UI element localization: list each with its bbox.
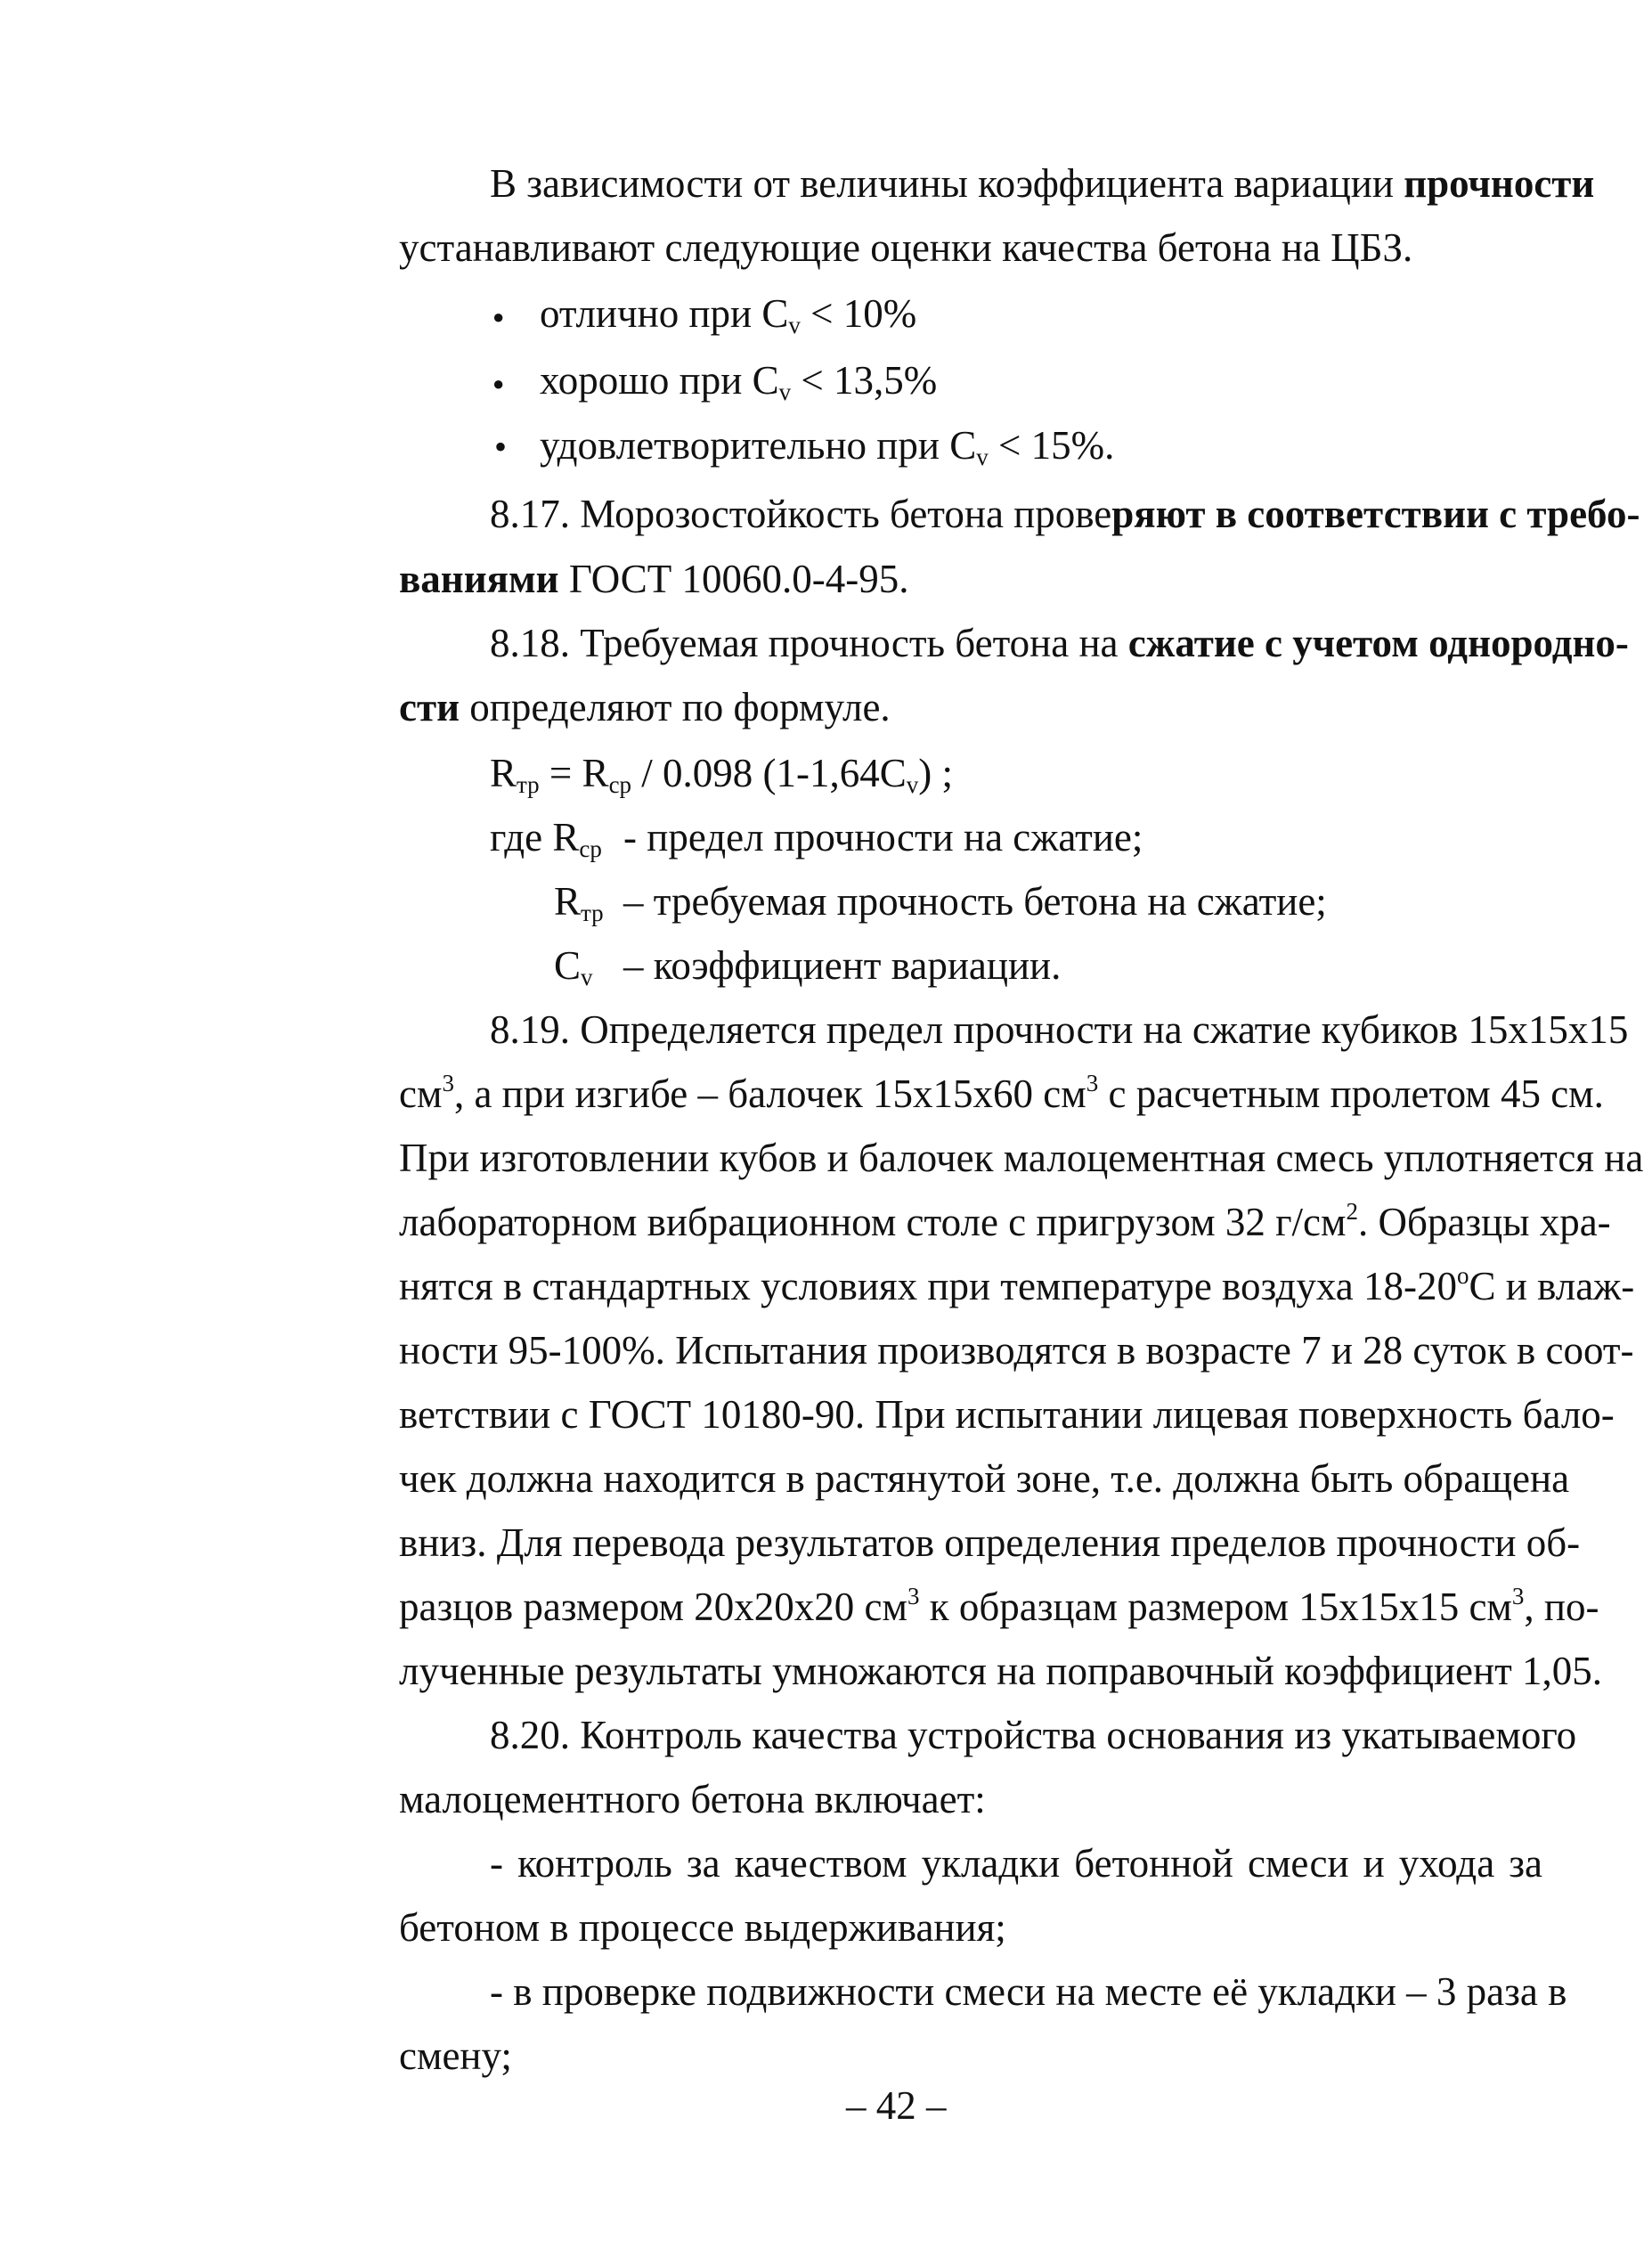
text-run: – 42 – <box>846 2083 947 2128</box>
section-8-20-line-1 <box>490 1713 1577 1757</box>
text-run: - в проверке подвижности смеси на месте её укладки – 3 раза в <box>490 1969 1567 2014</box>
text-run: определяют по формуле. <box>460 685 891 729</box>
superscript: o <box>1456 1262 1469 1289</box>
text-run: C <box>554 943 582 988</box>
text-run: R <box>490 751 517 795</box>
text-run: хорошо при C <box>540 358 779 403</box>
text-run: C и влаж- <box>1469 1264 1635 1308</box>
section-8-19-line-3 <box>399 1136 1644 1180</box>
text-run: чек должна находится в растянутой зоне, т.е. должна быть обращена <box>399 1456 1570 1501</box>
superscript: 3 <box>442 1070 454 1096</box>
strength-formula <box>490 751 954 798</box>
text-run: < 15%. <box>988 423 1115 468</box>
page-number <box>846 2083 947 2128</box>
text-run: , по- <box>1524 1585 1599 1629</box>
bullet-item-excellent <box>540 291 917 338</box>
para-intro-line-2 <box>399 225 1413 270</box>
text-run: удовлетворительно при C <box>540 423 977 468</box>
bullet-marker <box>494 426 507 466</box>
text-run: - предел прочности на сжатие; <box>623 815 1143 860</box>
subscript: v <box>976 444 989 470</box>
subscript: v <box>581 964 593 990</box>
text-run: – коэффициент вариации. <box>623 943 1062 988</box>
bold-run: ряют в соответствии с требо- <box>1111 492 1640 536</box>
text-run: лученные результаты умножаются на поправочный коэффициент 1,05. <box>399 1649 1603 1693</box>
where-r-tr <box>554 879 604 926</box>
section-8-19-line-10 <box>399 1583 1599 1629</box>
text-run: бетоном в процессе выдерживания; <box>399 1905 1006 1950</box>
subscript: тр <box>517 771 540 798</box>
text-run: разцов размером 20x20x20 см <box>399 1585 907 1629</box>
bullet-item-good <box>540 358 938 405</box>
section-8-19-line-6 <box>399 1328 1634 1373</box>
bullet-marker <box>492 297 504 338</box>
text-run: < 13,5% <box>791 358 938 403</box>
text-run: / 0.098 (1-1,64C <box>631 751 907 795</box>
section-8-17-line-2 <box>399 559 909 599</box>
text-run: R <box>554 879 582 924</box>
text-run: 8.17. Морозостойкость бетона прове <box>490 492 1112 536</box>
text-run: ветствии с ГОСТ 10180-90. При испытании лицевая поверхность бало- <box>399 1392 1615 1437</box>
superscript: 3 <box>1511 1583 1525 1609</box>
text-run: - контроль за качеством укладки бетонной смеси и ухода за <box>490 1841 1542 1886</box>
section-8-20-dash-2-line-2 <box>399 2033 512 2078</box>
text-run: , а при изгибе – балочек 15x15x60 см <box>453 1071 1086 1116</box>
para-intro-line-1 <box>490 161 1595 206</box>
subscript: ср <box>579 835 602 862</box>
text-run: нятся в стандартных условиях при температуре воздуха 18-20 <box>399 1264 1457 1308</box>
text-run: малоцементного бетона включает: <box>399 1777 986 1821</box>
text-run: устанавливают следующие оценки качества бетона на ЦБЗ. <box>399 225 1413 270</box>
subscript: v <box>788 312 801 338</box>
superscript: 3 <box>1086 1070 1099 1096</box>
text-run: ГОСТ 10060.0-4-95. <box>558 557 909 601</box>
section-8-20-dash-2-line-1 <box>490 1969 1567 2014</box>
text-run: = R <box>539 751 609 795</box>
subscript: v <box>906 771 919 798</box>
text-run: к образцам размером 15x15x15 см <box>919 1585 1512 1629</box>
where-r-cp <box>490 815 602 862</box>
section-8-20-dash-1-line-2 <box>399 1905 1006 1950</box>
section-8-19-line-8 <box>399 1456 1570 1501</box>
text-run: < 10% <box>800 291 917 336</box>
bold-run: прочности <box>1404 161 1595 206</box>
section-8-19-line-7 <box>399 1392 1615 1437</box>
text-run: вниз. Для перевода результатов определения пределов прочности об- <box>399 1520 1581 1565</box>
section-8-20-line-2 <box>399 1777 986 1821</box>
where-cv <box>554 943 593 990</box>
text-run: ности 95-100%. Испытания производятся в возрасте 7 и 28 суток в соот- <box>399 1328 1634 1373</box>
section-8-18-line-1 <box>490 621 1629 665</box>
subscript: v <box>778 379 792 405</box>
text-run: 8.19. Определяется предел прочности на сжатие кубиков 15x15x15 <box>490 1007 1629 1052</box>
text-run: лабораторном вибрационном столе с пригрузом 32 г/см <box>399 1200 1347 1244</box>
subscript: ср <box>608 771 632 798</box>
text-run: с расчетным пролетом 45 см. <box>1098 1071 1604 1116</box>
bold-run: сти <box>399 685 460 729</box>
section-8-19-line-4 <box>399 1198 1611 1244</box>
text-run: см <box>399 1071 443 1116</box>
section-8-19-line-1 <box>490 1007 1629 1052</box>
superscript: 3 <box>907 1583 920 1609</box>
text-run: где R <box>490 815 580 860</box>
superscript: 2 <box>1346 1198 1358 1225</box>
section-8-19-line-9 <box>399 1520 1581 1565</box>
where-cv-definition <box>623 943 1062 988</box>
text-run: – требуемая прочность бетона на сжатие; <box>623 879 1327 924</box>
bold-run: сжатие с учетом однородно- <box>1127 621 1629 665</box>
section-8-20-dash-1-line-1 <box>490 1841 1542 1886</box>
section-8-17-line-1 <box>490 492 1640 536</box>
bold-run: ваниями <box>399 557 559 601</box>
section-8-19-line-2 <box>399 1070 1604 1116</box>
section-8-19-line-5 <box>399 1262 1635 1308</box>
bullet-item-satisfactory <box>540 423 1115 470</box>
text-run: В зависимости от величины коэффициента вариации <box>490 161 1404 206</box>
text-run: При изготовлении кубов и балочек малоцементная смесь уплотняется на <box>399 1136 1644 1180</box>
text-run: ) ; <box>918 751 954 795</box>
section-8-19-line-11 <box>399 1651 1602 1691</box>
text-run: . Образцы хра- <box>1357 1200 1611 1244</box>
text-run: отлично при C <box>540 291 789 336</box>
bullet-marker <box>492 364 504 404</box>
where-r-tr-definition <box>623 879 1327 924</box>
text-run: смену; <box>399 2033 512 2078</box>
where-r-cp-definition <box>623 815 1143 860</box>
section-8-18-line-2 <box>399 685 891 729</box>
text-run: 8.18. Требуемая прочность бетона на <box>490 621 1128 665</box>
text-run: 8.20. Контроль качества устройства основания из укатываемого <box>490 1713 1577 1757</box>
subscript: тр <box>581 900 604 926</box>
